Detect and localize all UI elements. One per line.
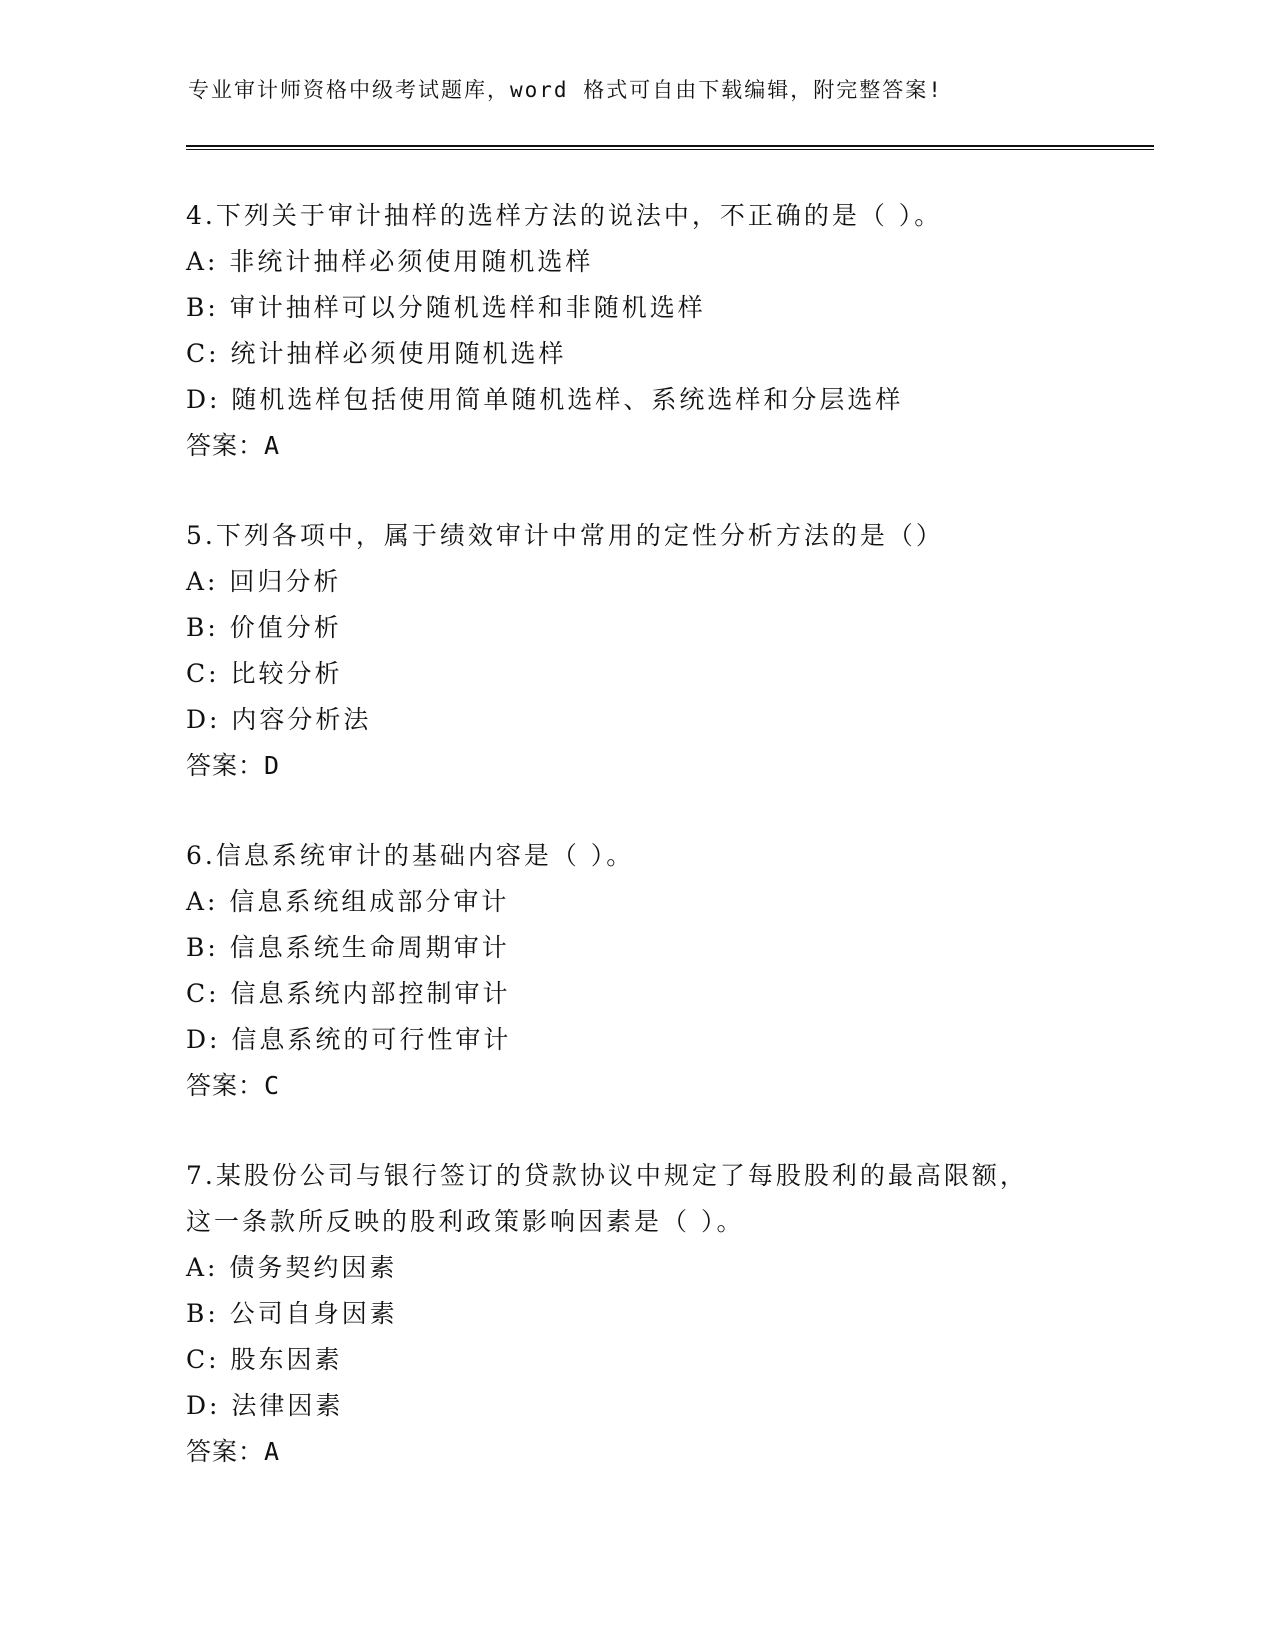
question-block	[186, 1153, 1146, 1475]
answer-label: 答案：	[186, 431, 265, 460]
option-c: C: 比较分析	[186, 659, 343, 688]
option-d: D: 随机选样包括使用简单随机选样、系统选样和分层选样	[186, 385, 904, 414]
answer-value: A	[264, 431, 281, 460]
page-header: 专业审计师资格中级考试题库，word 格式可自由下载编辑，附完整答案!	[188, 78, 943, 102]
answer-label: 答案：	[186, 751, 265, 780]
answer-label: 答案：	[186, 1071, 265, 1100]
answer-line	[186, 1429, 1146, 1475]
option-a: A: 信息系统组成部分审计	[186, 887, 510, 916]
question-stem: 4.下列关于审计抽样的选样方法的说法中，不正确的是（ ）。	[186, 201, 943, 230]
option-b: B: 信息系统生命周期审计	[186, 933, 510, 962]
option-a: A: 回归分析	[186, 567, 342, 596]
question-block	[186, 833, 1146, 1109]
option-d: D: 内容分析法	[186, 705, 372, 734]
question-stem: 5.下列各项中，属于绩效审计中常用的定性分析方法的是（）	[186, 521, 944, 550]
question-stem: 7.某股份公司与银行签订的贷款协议中规定了每股股利的最高限额，	[186, 1161, 1028, 1190]
option-a: A: 非统计抽样必须使用随机选样	[186, 247, 594, 276]
answer-label: 答案：	[186, 1437, 265, 1466]
option-b: B: 公司自身因素	[186, 1299, 398, 1328]
answer-line	[186, 1063, 1146, 1109]
question-stem-continued: 这一条款所反映的股利政策影响因素是（ ）。	[186, 1207, 745, 1236]
answer-line	[186, 743, 1146, 789]
option-d: D: 信息系统的可行性审计	[186, 1025, 512, 1054]
question-block	[186, 513, 1146, 789]
question-stem: 6.信息系统审计的基础内容是（ ）。	[186, 841, 635, 870]
header-divider	[186, 145, 1154, 150]
option-c: C: 股东因素	[186, 1345, 343, 1374]
option-a: A: 债务契约因素	[186, 1253, 398, 1282]
answer-value: C	[264, 1071, 281, 1100]
question-block	[186, 193, 1146, 469]
answer-value: A	[264, 1437, 281, 1466]
option-b: B: 价值分析	[186, 613, 342, 642]
option-c: C: 信息系统内部控制审计	[186, 979, 511, 1008]
answer-value: D	[264, 751, 281, 780]
option-d: D: 法律因素	[186, 1391, 344, 1420]
option-b: B: 审计抽样可以分随机选样和非随机选样	[186, 293, 706, 322]
answer-line	[186, 423, 1146, 469]
option-c: C: 统计抽样必须使用随机选样	[186, 339, 567, 368]
